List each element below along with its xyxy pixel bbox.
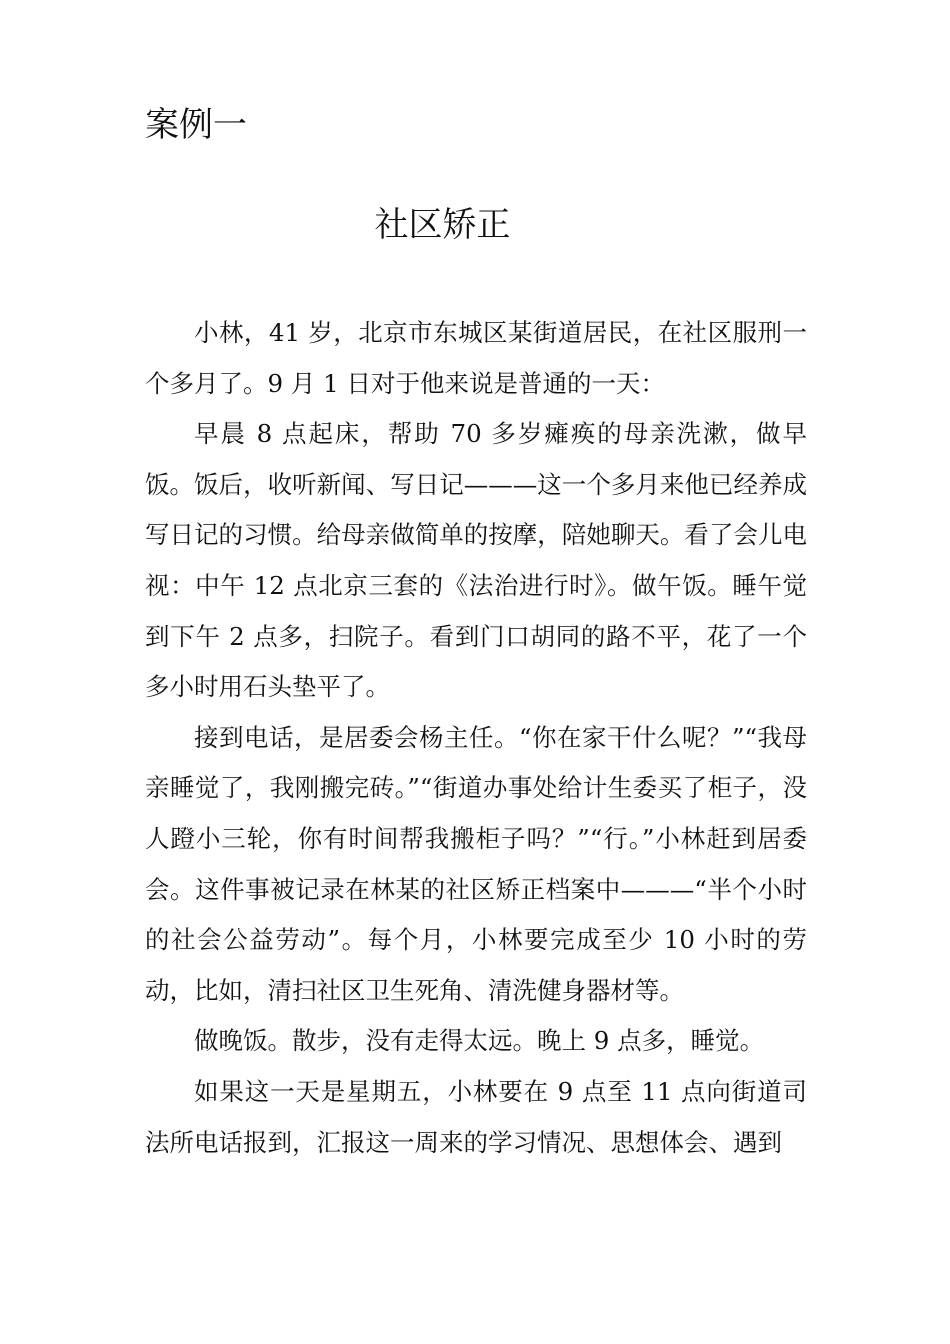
paragraph: 接到电话，是居委会杨主任。“你在家干什么呢？”“我母亲睡觉了，我刚搬完砖。”“街道办事处给计生委买了柜子，没人蹬小三轮，你有时间帮我搬柜子吗？”“行。”小林赶到居委会。这件事被记录在林某的社区矫正档案中———“半个小时的社会公益劳动”。每个月，小林要完成至少 10 小时的劳动，比如，清扫社区卫生死角、清洗健身器材等。 xyxy=(145,722,807,1005)
case-label: 案例一 xyxy=(145,105,247,145)
document-body xyxy=(145,308,807,1168)
paragraph: 如果这一天是星期五，小林要在 9 点至 11 点向街道司法所电话报到，汇报这一周来的学习情况、思想体会、遇到 xyxy=(145,1076,807,1157)
document-title: 社区矫正 xyxy=(374,205,511,245)
paragraph: 做晚饭。散步，没有走得太远。晚上 9 点多，睡觉。 xyxy=(194,1026,765,1056)
paragraph: 小林，41 岁，北京市东城区某街道居民，在社区服刑一个多月了。9 月 1 日对于他来说是普通的一天： xyxy=(145,318,807,398)
paragraph: 早晨 8 点起床，帮助 70 多岁瘫痪的母亲洗漱，做早饭。饭后，收听新闻、写日记———这一个多月来他已经养成写日记的习惯。给母亲做简单的按摩，陪她聊天。看了会儿电视：中午 12 点北京三套的《法治进行时》。做午饭。睡午觉到下午 2 点多，扫院子。看到门口胡同的路不平，花了一个多小时用石头垫平了。 xyxy=(145,419,807,702)
